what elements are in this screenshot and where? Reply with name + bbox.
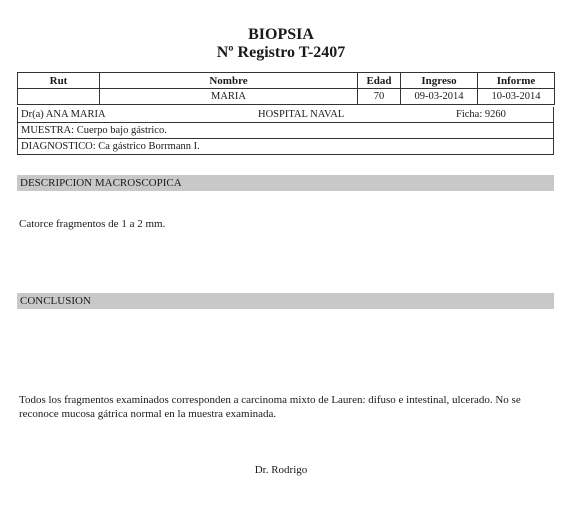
patient-ingreso: 09-03-2014 <box>401 89 478 105</box>
header-ingreso: Ingreso <box>401 73 478 89</box>
doctor-row <box>17 107 554 123</box>
patient-rut <box>18 89 100 105</box>
muestra-row: MUESTRA: Cuerpo bajo gástrico. <box>17 123 554 139</box>
conclusion-text: Todos los fragmentos examinados corresponden a carcinoma mixto de Lauren: difuso e intestinal, ulcerado. No se reconoce mucosa gátrica normal en la muestra examinada. <box>19 394 521 420</box>
conclusion-section-title: CONCLUSION <box>17 293 554 309</box>
diagnostico-row: DIAGNOSTICO: Ca gástrico Borrmann I. <box>17 139 554 155</box>
patient-nombre: MARIA <box>100 89 358 105</box>
patient-table-row <box>18 89 555 105</box>
patient-table <box>17 72 555 105</box>
signature: Dr. Rodrigo <box>254 464 308 476</box>
registry-number: Nº Registro T-2407 <box>216 44 346 61</box>
patient-edad: 70 <box>358 89 401 105</box>
header-edad: Edad <box>358 73 401 89</box>
report-title: BIOPSIA <box>248 26 314 43</box>
ficha-number: Ficha: 9260 <box>456 109 506 120</box>
macro-description: Catorce fragmentos de 1 a 2 mm. <box>19 218 166 230</box>
macro-section-title: DESCRIPCION MACROSCOPICA <box>17 175 554 191</box>
patient-table-header <box>18 73 555 89</box>
header-nombre: Nombre <box>100 73 358 89</box>
header-rut: Rut <box>18 73 100 89</box>
hospital-name: HOSPITAL NAVAL <box>258 109 345 120</box>
doctor-name: Dr(a) ANA MARIA <box>21 109 106 120</box>
patient-informe: 10-03-2014 <box>478 89 555 105</box>
header-informe: Informe <box>478 73 555 89</box>
